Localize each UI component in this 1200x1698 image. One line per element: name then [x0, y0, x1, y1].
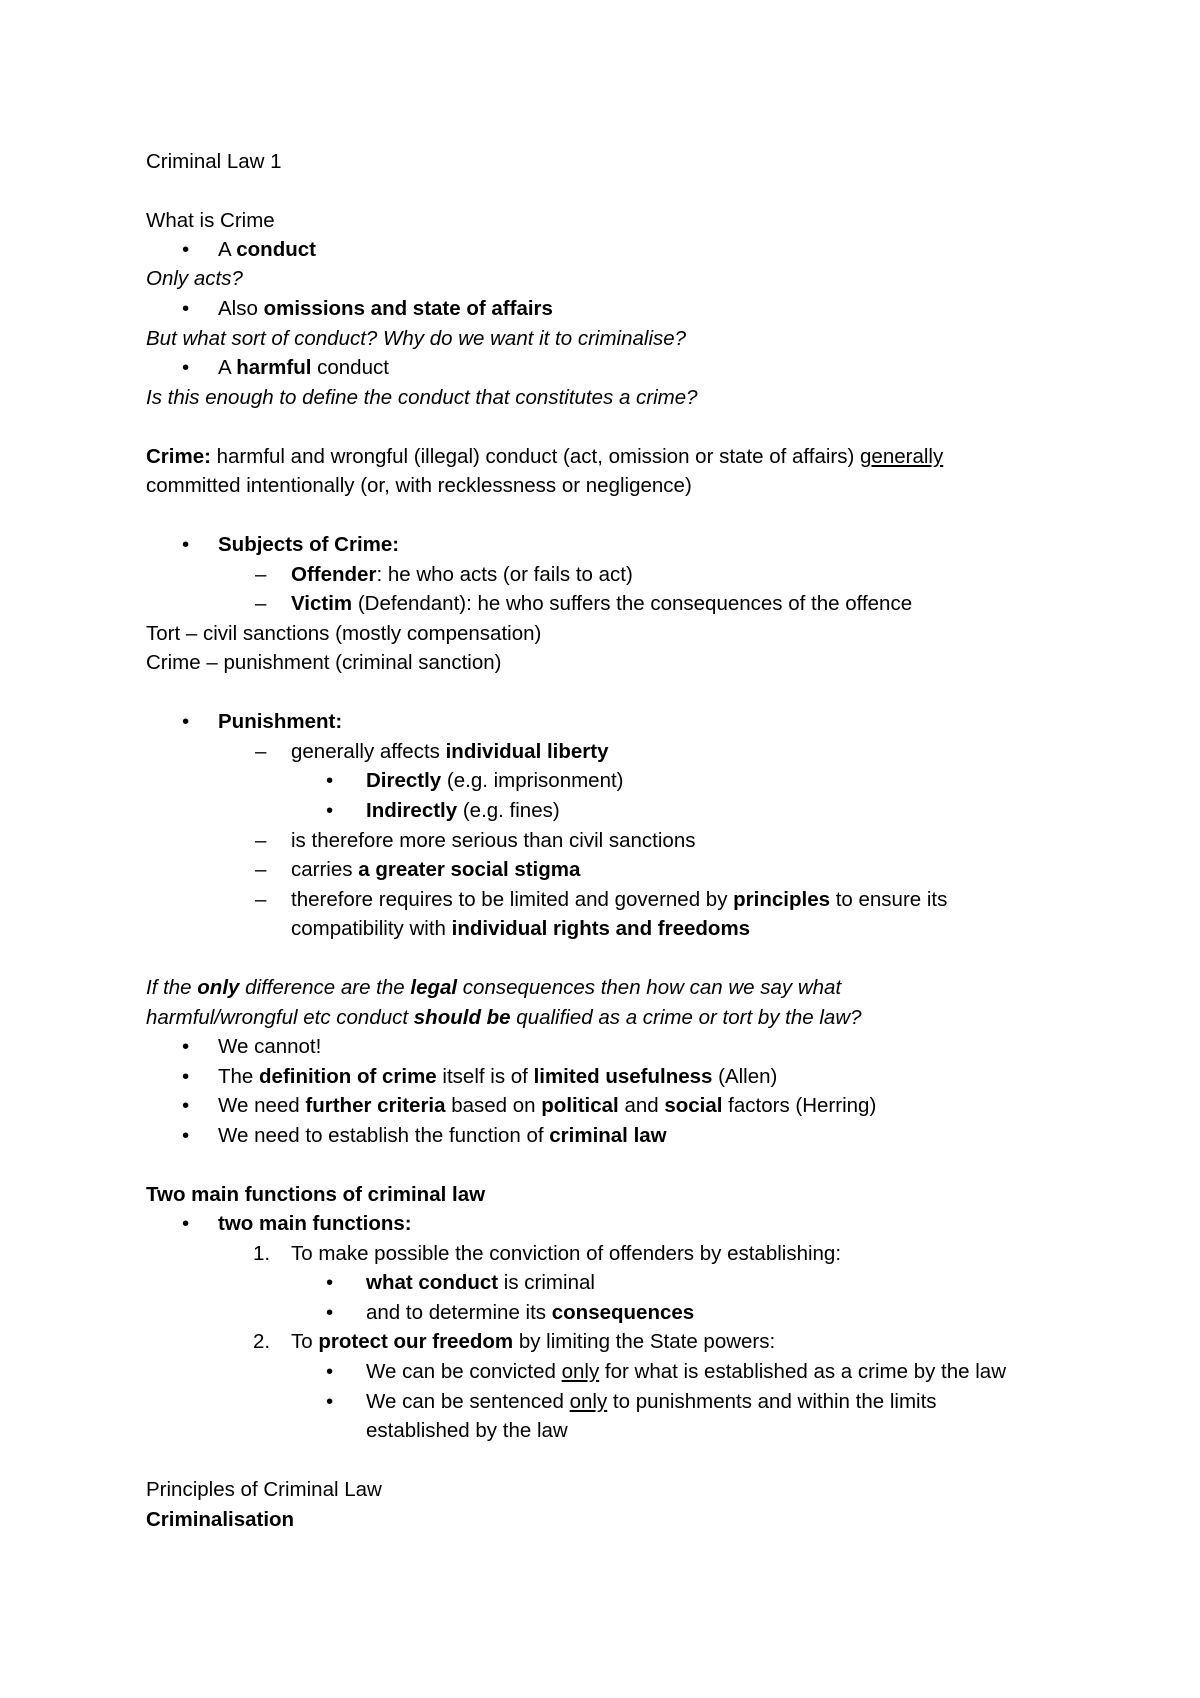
list-item-sentenced-only: We can be sentenced only to punishments and within the limits	[366, 1390, 937, 1413]
list-item-sentenced-only-cont: established by the law	[366, 1419, 568, 1442]
dash-marker: –	[255, 858, 267, 881]
question-difference-cont: harmful/wrongful etc conduct should be qualified as a crime or tort by the law?	[146, 1006, 862, 1029]
list-item-convicted-only: We can be convicted only for what is established as a crime by the law	[366, 1360, 1007, 1383]
list-item-principles-cont: compatibility with individual rights and freedoms	[291, 917, 751, 940]
punishment-heading: Punishment:	[218, 710, 343, 733]
list-item-more-serious: is therefore more serious than civil sanctions	[291, 829, 696, 852]
document-title: Criminal Law 1	[146, 150, 282, 173]
bullet-marker: •	[182, 533, 190, 556]
list-item-consequences: and to determine its consequences	[366, 1301, 695, 1324]
section-heading-what-is-crime: What is Crime	[146, 209, 275, 232]
bullet-marker: •	[326, 1271, 334, 1294]
list-item-definition: The definition of crime itself is of limited usefulness (Allen)	[218, 1065, 778, 1088]
list-item-conduct: A conduct	[218, 238, 316, 261]
list-item-principles: therefore requires to be limited and governed by principles to ensure its	[291, 888, 948, 911]
subheading-criminalisation: Criminalisation	[146, 1508, 295, 1531]
dash-marker: –	[255, 740, 267, 763]
dash-marker: –	[255, 829, 267, 852]
bullet-marker: •	[182, 710, 190, 733]
list-item-directly: Directly (e.g. imprisonment)	[366, 769, 624, 792]
bullet-marker: •	[182, 1035, 190, 1058]
list-item-function: We need to establish the function of criminal law	[218, 1124, 667, 1147]
bullet-marker: •	[182, 1124, 190, 1147]
list-item-victim: Victim (Defendant): he who suffers the consequences of the offence	[291, 592, 913, 615]
dash-marker: –	[255, 563, 267, 586]
bullet-marker: •	[182, 1065, 190, 1088]
list-item-harmful: A harmful conduct	[218, 356, 389, 379]
crime-definition: Crime: harmful and wrongful (illegal) conduct (act, omission or state of affairs) generally	[146, 445, 944, 468]
bullet-marker: •	[182, 1094, 190, 1117]
bullet-marker: •	[326, 769, 334, 792]
section-heading-principles: Principles of Criminal Law	[146, 1478, 382, 1501]
bullet-marker: •	[326, 1390, 334, 1413]
list-item-what-conduct: what conduct is criminal	[366, 1271, 595, 1294]
list-item-liberty: generally affects individual liberty	[291, 740, 609, 763]
list-item-two-functions: two main functions:	[218, 1212, 412, 1235]
bullet-marker: •	[182, 297, 190, 320]
bullet-marker: •	[182, 1212, 190, 1235]
number-marker: 2.	[253, 1330, 271, 1353]
question-difference: If the only difference are the legal consequences then how can we say what	[146, 976, 842, 999]
list-item-protect-freedom: To protect our freedom by limiting the State powers:	[291, 1330, 776, 1353]
bullet-marker: •	[326, 1360, 334, 1383]
list-item-we-cannot: We cannot!	[218, 1035, 322, 1058]
list-item-omissions: Also omissions and state of affairs	[218, 297, 553, 320]
list-item-offender: Offender: he who acts (or fails to act)	[291, 563, 633, 586]
list-item-stigma: carries a greater social stigma	[291, 858, 581, 881]
section-heading-functions: Two main functions of criminal law	[146, 1183, 486, 1206]
bullet-marker: •	[182, 238, 190, 261]
list-item-indirectly: Indirectly (e.g. fines)	[366, 799, 560, 822]
dash-marker: –	[255, 592, 267, 615]
list-item-further-criteria: We need further criteria based on political and social factors (Herring)	[218, 1094, 877, 1117]
number-marker: 1.	[253, 1242, 271, 1265]
bullet-marker: •	[182, 356, 190, 379]
list-item-conviction: To make possible the conviction of offenders by establishing:	[291, 1242, 842, 1265]
question-is-this-enough: Is this enough to define the conduct that constitutes a crime?	[146, 386, 698, 409]
question-only-acts: Only acts?	[146, 267, 243, 290]
tort-line: Tort – civil sanctions (mostly compensation)	[146, 622, 542, 645]
subjects-heading: Subjects of Crime:	[218, 533, 400, 556]
bullet-marker: •	[326, 1301, 334, 1324]
question-what-sort: But what sort of conduct? Why do we want it to criminalise?	[146, 327, 687, 350]
bullet-marker: •	[326, 799, 334, 822]
crime-definition-cont: committed intentionally (or, with recklessness or negligence)	[146, 474, 692, 497]
dash-marker: –	[255, 888, 267, 911]
crime-line: Crime – punishment (criminal sanction)	[146, 651, 502, 674]
